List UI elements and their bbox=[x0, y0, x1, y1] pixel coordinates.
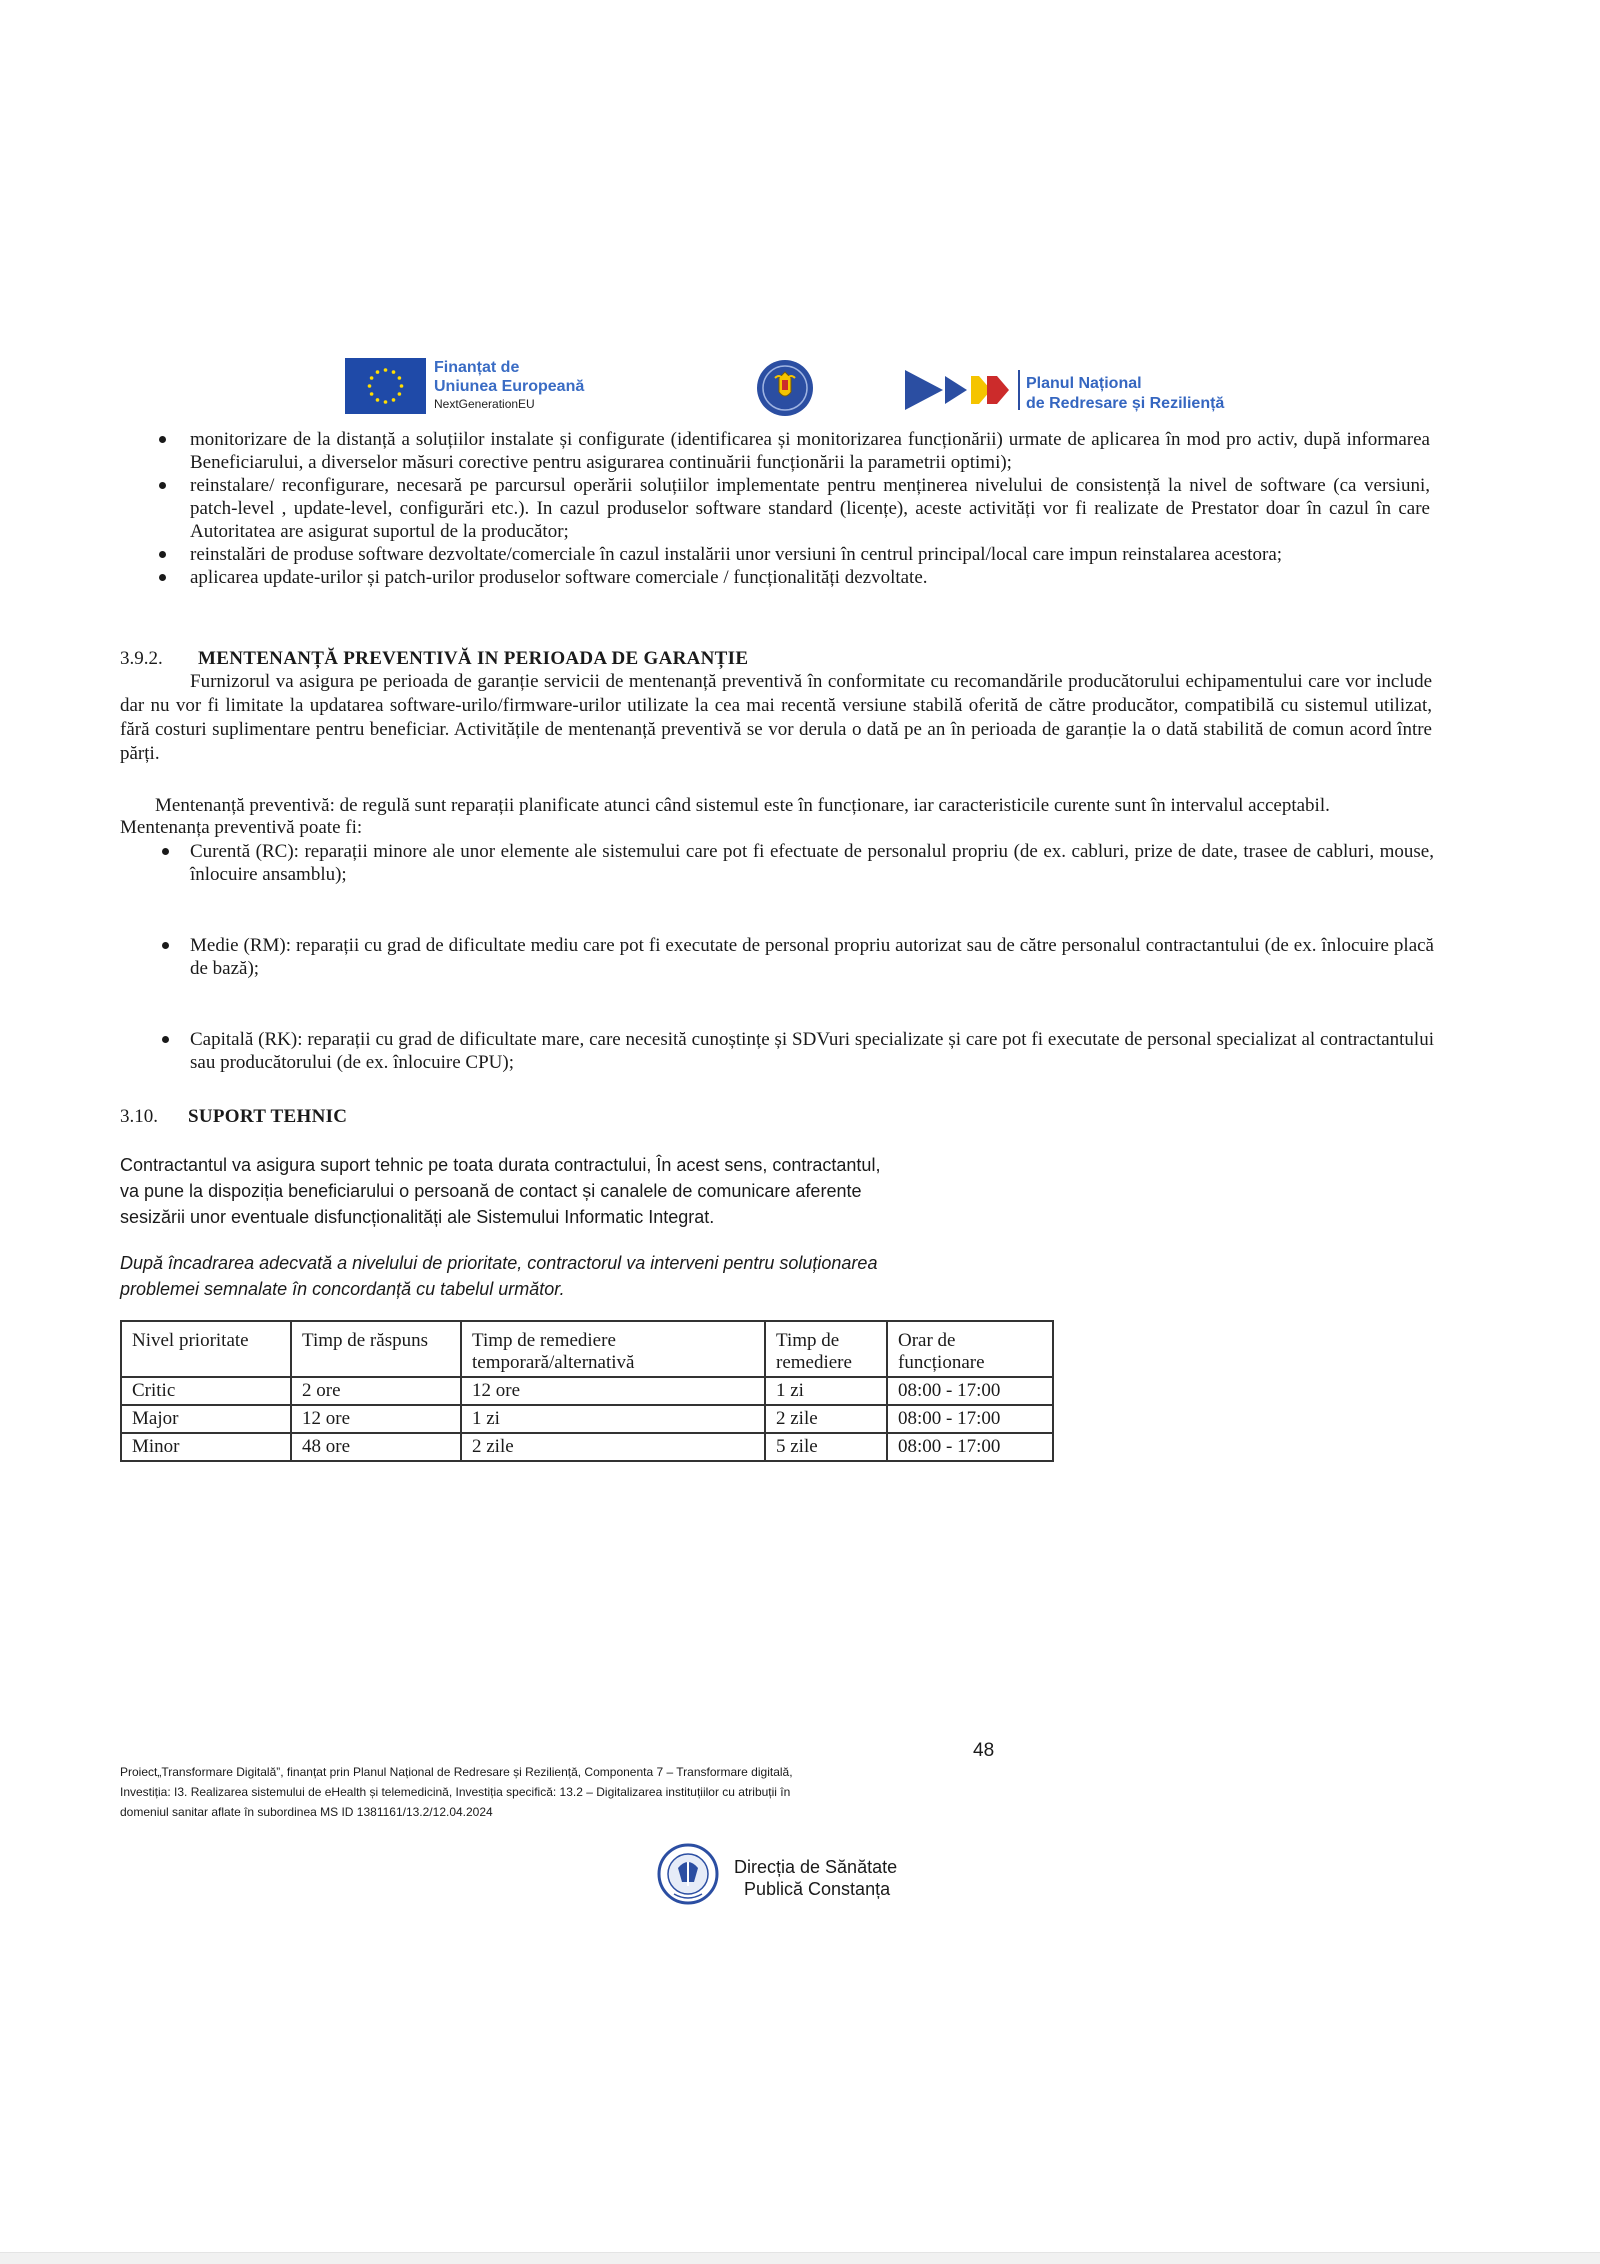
table-cell: 1 zi bbox=[461, 1405, 765, 1433]
pnrr-arrow-logo-icon bbox=[905, 366, 1025, 414]
column-header: Orar de funcționare bbox=[887, 1321, 1053, 1377]
eu-line-3: NextGenerationEU bbox=[434, 397, 535, 411]
pnrr-line-1: Planul Național bbox=[1026, 375, 1142, 392]
column-header: Timp de răspuns bbox=[291, 1321, 461, 1377]
bullet-icon bbox=[159, 482, 166, 489]
table-cell: 08:00 - 17:00 bbox=[887, 1433, 1053, 1461]
table-cell: 1 zi bbox=[765, 1377, 887, 1405]
table-cell: 5 zile bbox=[765, 1433, 887, 1461]
list-item-text: monitorizare de la distanță a soluțiilor instalate și configurate (identificarea și monitorizarea funcționării) urmate de aplicarea în mod pro activ, după informarea Beneficiarului, a diverselor măsuri corective pentru asigurarea continuării funcționării la parametrii optimi); bbox=[190, 429, 1430, 473]
list-item-text: Curentă (RC): reparații minore ale unor elemente ale sistemului care pot fi efectuate de personalul propriu (de ex. cabluri, prize de date, trasee de cabluri, mouse, înlocuire ansamblu); bbox=[190, 841, 1434, 885]
bullet-icon bbox=[162, 1036, 169, 1043]
section-310-number: 3.10. bbox=[120, 1106, 158, 1127]
eu-flag-logo bbox=[345, 358, 426, 414]
table-row bbox=[121, 1377, 1053, 1405]
table-row bbox=[121, 1433, 1053, 1461]
table-cell: 2 ore bbox=[291, 1377, 461, 1405]
column-header: Timp de remediere temporară/alternativă bbox=[461, 1321, 765, 1377]
header-logos bbox=[0, 358, 1600, 420]
section-392-paragraph: Furnizorul va asigura pe perioada de garanție servicii de mentenanță preventivă în conformitate cu recomandările producătorului echipamentului care vor include dar nu vor fi limitate la updatarea software-urilo/firmware-urilor utilizate la cea mai recentă versiune stabilă oferită de către producător, compatibilă cu sistemul utilizat, fără costuri suplimentare pentru beneficiar. Activitățile de mentenanță preventivă se vor derula o dată pe an în perioada de garanție la o dată stabilită de comun acord între părți. bbox=[120, 671, 1432, 764]
dsp-line-1: Direcția de Sănătate bbox=[734, 1857, 898, 1877]
section-392-title: MENTENANȚĂ PREVENTIVĂ IN PERIOADA DE GARANȚIE bbox=[198, 648, 749, 669]
list-item bbox=[130, 474, 1430, 543]
bullet-icon bbox=[159, 551, 166, 558]
table-cell: 08:00 - 17:00 bbox=[887, 1405, 1053, 1433]
romania-government-emblem-icon bbox=[755, 358, 815, 418]
italic-line: După încadrarea adecvată a nivelului de prioritate, contractorul va interveni pentru soluționarea bbox=[120, 1253, 878, 1273]
table-cell: 12 ore bbox=[291, 1405, 461, 1433]
italic-line: problemei semnalate în concordanță cu tabelul următor. bbox=[120, 1279, 565, 1299]
column-header: Nivel prioritate bbox=[121, 1321, 291, 1377]
list-item bbox=[120, 840, 1434, 886]
list-item bbox=[120, 934, 1434, 980]
dsp-line-2: Publică Constanța bbox=[744, 1879, 891, 1899]
maintenance-types-list bbox=[120, 840, 1434, 1074]
section-310-paragraph bbox=[120, 1152, 1020, 1230]
pnrr-logo-text bbox=[1026, 374, 1224, 414]
pnrr-line-2: de Redresare și Reziliență bbox=[1026, 395, 1225, 412]
list-item-text: Capitală (RK): reparații cu grad de dificultate mare, care necesită cunoștințe și SDVuri specializate și care pot fi executate de personal specializat al contractantului sau producătorului (de ex. înlocuire CPU); bbox=[190, 1029, 1434, 1073]
table-cell: Minor bbox=[121, 1433, 291, 1461]
dsp-name bbox=[734, 1856, 897, 1900]
list-item-text: aplicarea update-urilor și patch-urilor produselor software comerciale / funcționalități dezvoltate. bbox=[190, 567, 928, 588]
table-cell: 2 zile bbox=[765, 1405, 887, 1433]
paragraph-line: Contractantul va asigura suport tehnic pe toata durata contractului, În acest sens, contractantul, bbox=[120, 1155, 881, 1175]
list-item bbox=[130, 428, 1430, 474]
table-cell: 2 zile bbox=[461, 1433, 765, 1461]
table-header-row bbox=[121, 1321, 1053, 1377]
eu-line-2: Uniunea Europeană bbox=[434, 378, 585, 395]
eu-stars-icon bbox=[345, 358, 426, 414]
table-cell: Critic bbox=[121, 1377, 291, 1405]
section-392-number: 3.9.2. bbox=[120, 648, 163, 669]
list-item bbox=[130, 566, 1430, 589]
footer-line: domeniul sanitar aflate în subordinea MS ID 1381161/13.2/12.04.2024 bbox=[120, 1805, 493, 1819]
paragraph-line: va pune la dispoziția beneficiarului o persoană de contact și canalele de comunicare aferente bbox=[120, 1181, 862, 1201]
list-item-text: Medie (RM): reparații cu grad de dificultate mediu care pot fi executate de personal propriu autorizat sau de către personalul contractantului (de ex. înlocuire placă de bază); bbox=[190, 935, 1434, 979]
list-item bbox=[120, 1028, 1434, 1074]
priority-response-table bbox=[120, 1320, 1054, 1462]
maintenance-activities-list bbox=[130, 428, 1430, 589]
table-cell: Major bbox=[121, 1405, 291, 1433]
table-cell: 12 ore bbox=[461, 1377, 765, 1405]
list-item bbox=[130, 543, 1430, 566]
list-item-text: reinstalare/ reconfigurare, necesară pe parcursul operării soluțiilor implementate pentru menținerea nivelului de consistență la nivel de software (ca versiuni, patch-level , update-level, configurări etc.). In cazul produselor software standard (licențe), aceste activități vor fi realizate de Prestator doar în cazul în care Autoritatea are asigurat suportul de la producător; bbox=[190, 475, 1430, 542]
table-cell: 48 ore bbox=[291, 1433, 461, 1461]
page-number: 48 bbox=[973, 1740, 995, 1761]
list-item-text: reinstalări de produse software dezvoltate/comerciale în cazul instalării unor versiuni în centrul principal/local care impun reinstalarea acestora; bbox=[190, 544, 1283, 565]
section-310-italic-note bbox=[120, 1250, 1020, 1302]
eu-line-1: Finanțat de bbox=[434, 359, 520, 376]
bullet-icon bbox=[159, 436, 166, 443]
table-row bbox=[121, 1405, 1053, 1433]
footer-line: Proiect„Transformare Digitală”, finanțat prin Planul Național de Redresare și Reziliență, Componenta 7 – Transformare digitală, bbox=[120, 1765, 793, 1779]
column-header: Timp de remediere bbox=[765, 1321, 887, 1377]
preventive-maintenance-types-intro: Mentenanța preventivă poate fi: bbox=[120, 817, 363, 838]
bullet-icon bbox=[162, 848, 169, 855]
bullet-icon bbox=[159, 574, 166, 581]
dsp-constanta-seal-icon bbox=[648, 1842, 734, 1906]
paragraph-line: sesizării unor eventuale disfuncționalități ale Sistemului Informatic Integrat. bbox=[120, 1207, 715, 1227]
section-310-title: SUPORT TEHNIC bbox=[188, 1106, 348, 1127]
project-footer-note bbox=[120, 1762, 980, 1822]
preventive-maintenance-definition: Mentenanță preventivă: de regulă sunt reparații planificate atunci când sistemul este în funcționare, iar caracteristicile curente sunt în intervalul acceptabil. bbox=[155, 795, 1330, 816]
table-cell: 08:00 - 17:00 bbox=[887, 1377, 1053, 1405]
eu-logo-text bbox=[434, 358, 584, 412]
bullet-icon bbox=[162, 942, 169, 949]
page-bottom-edge bbox=[0, 2252, 1600, 2264]
footer-line: Investiția: I3. Realizarea sistemului de eHealth și telemedicină, Investiția specifică: 13.2 – Digitalizarea instituțiilor cu atribuții în bbox=[120, 1785, 791, 1799]
